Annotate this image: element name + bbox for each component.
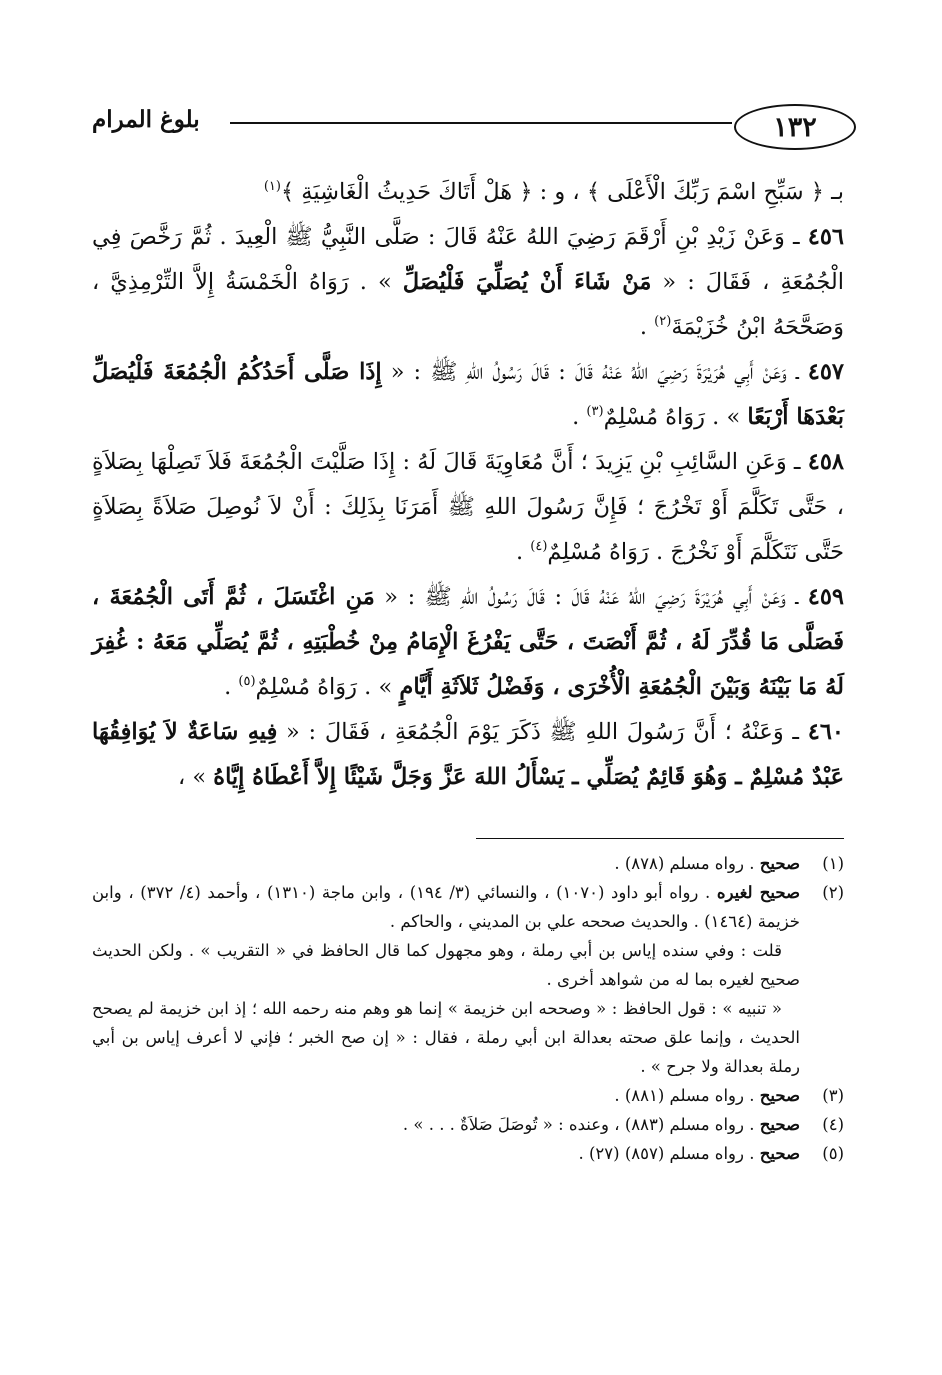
prophetic-quote: مَنْ شَاءَ أَنْ يُصَلِّيَ فَلْيُصَلِّ — [402, 269, 652, 295]
intro-text: بـ ﴿ سَبِّحِ اسْمَ رَبِّكَ الْأَعْلَى ﴾ ، و : ﴿ هَلْ أَتَاكَ حَدِيثُ الْغَاشِيَةِ ﴾ — [280, 179, 844, 205]
footnote-number: (١) — [822, 854, 844, 873]
hadith-number: ٤٥٩ — [807, 584, 844, 610]
hadith-text: ـ وَعَنْ أَبِي هُرَيْرَةَ رَضِيَ اللهُ عَنْهُ قَالَ : قَالَ رَسُولُ اللهِ ﷺ : « — [374, 584, 799, 610]
hadith-text: » . رَوَاهُ مُسْلِمٌ — [603, 404, 748, 430]
footnote-body: . رواه مسلم (٨٨٣) ، وعنده : « تُوصَلَ صَلاَةٌ . . . » . — [402, 1115, 760, 1134]
hadith-grade: صحيح لغيره — [716, 883, 800, 902]
hadith-grade: صحيح — [759, 1086, 800, 1105]
header-rule — [230, 122, 732, 124]
hadith-text: » . رَوَاهُ الْخَمْسَةُ إِلاَّ التِّرْمِذِيَّ ، وَصَحَّحَهُ ابْنُ خُزَيْمَةَ — [92, 269, 844, 340]
footnote-number: (٤) — [822, 1115, 844, 1134]
hadith-456 — [92, 215, 844, 350]
footnote-ref: (٣) — [586, 404, 604, 419]
footnote-text — [92, 849, 800, 878]
footnote-2-note: « تنبيه » : قول الحافظ : « وصححه ابن خزيمة » إنما هو وهم منه رحمه الله ؛ إذ ابن خزيمة لم يصحح الحديث ، وإنما علق صحته بعدالة ابن أبي رملة ، فقال : « إن صح الخبر ؛ فإني لا أعرف إياس بن أبي رملة بعدالة ولا جرح » . — [92, 999, 800, 1076]
footnote-body: . رواه مسلم (٨٥٧) (٢٧) . — [578, 1144, 760, 1163]
hadith-text: . — [224, 674, 239, 700]
footnote-2-comment: قلت : وفي سنده إياس بن أبي رملة ، وهو مجهول كما قال الحافظ في « التقريب » . ولكن الحديث صحيح لغيره بما له من شواهد أخرى . — [92, 941, 800, 989]
hadith-number: ٤٥٦ — [807, 224, 845, 250]
hadith-458 — [92, 440, 844, 575]
hadith-grade: صحيح — [759, 1115, 800, 1134]
hadith-number: ٤٥٨ — [807, 449, 844, 475]
prophetic-quote: مَنِ اغْتَسَلَ ، ثُمَّ أَتَى الْجُمُعَةَ ، فَصَلَّى مَا قُدِّرَ لَهُ ، ثُمَّ أَنْصَتَ ، حَتَّى يَفْرُغَ الْإِمَامُ مِنْ خُطْبَتِهِ ، ثُمَّ يُصَلِّي مَعَهُ : غُفِرَ لَهُ مَا بَيْنَهُ وَبَيْنَ الْجُمُعَةِ الْأُخْرَى ، وَفَضْلُ ثَلاَثَةِ أَيَّامٍ — [92, 584, 844, 700]
footnote-number: (٥) — [822, 1144, 844, 1163]
hadith-text: . — [515, 539, 531, 565]
prophetic-quote: فِيهِ سَاعَةٌ لاَ يُوَافِقُهَا عَبْدٌ مُسْلِمٌ ـ وَهُوَ قَائِمٌ يُصَلِّي ـ يَسْأَلُ اللهَ عَزَّ وَجَلَّ شَيْئًا إِلاَّ أَعْطَاهُ إِيَّاهُ — [92, 719, 844, 790]
hadith-text: ـ وَعَنْ أَبِي هُرَيْرَةَ رَضِيَ اللهُ عَنْهُ قَالَ : قَالَ رَسُولُ اللهِ ﷺ : « — [381, 359, 799, 385]
footnote-body: . رواه مسلم (٨٧٨) . — [614, 854, 760, 873]
hadith-460 — [92, 710, 844, 800]
footnote-1 — [92, 849, 844, 878]
main-text — [92, 170, 844, 800]
hadith-text: ـ وَعَنْ زَيْدِ بْنِ أَرْقَمَ رَضِيَ اللهُ عَنْهُ قَالَ : صَلَّى النَّبِيُّ ﷺ الْعِيدَ . ثُمَّ رَخَّصَ فِي الْجُمُعَةِ ، فَقَالَ : « — [92, 224, 845, 295]
footnote-ref: (٥) — [238, 674, 256, 689]
prophetic-quote: إِذَا صَلَّى أَحَدُكُمُ الْجُمُعَةَ فَلْيُصَلِّ بَعْدَهَا أَرْبَعًا — [92, 359, 844, 430]
hadith-number: ٤٦٠ — [807, 719, 844, 745]
hadith-text: ـ وَعَنْهُ ؛ أَنَّ رَسُولَ اللهِ ﷺ ذَكَرَ يَوْمَ الْجُمُعَةِ ، فَقَالَ : « — [277, 719, 800, 745]
footnote-text — [92, 1110, 800, 1139]
footnote-body: . رواه مسلم (٨٨١) . — [614, 1086, 760, 1105]
page-header — [92, 88, 844, 148]
page-number: ١٣٢ — [734, 104, 856, 150]
hadith-text: ـ وَعَنِ السَّائِبِ بْنِ يَزِيدَ ؛ أَنَّ مُعَاوِيَةَ قَالَ لَهُ : إِذَا صَلَّيْتَ الْجُمُعَةَ فَلاَ تَصِلْهَا بِصَلاَةٍ ، حَتَّى تَكَلَّمَ أَوْ تَخْرُجَ ؛ فَإِنَّ رَسُولَ اللهِ ﷺ أَمَرَنَا بِذَلِكَ : أَنْ لاَ نُوصِلَ صَلاَةً بِصَلاَةٍ حَتَّى نَتَكَلَّمَ أَوْ نَخْرُجَ . رَوَاهُ مُسْلِمٌ — [92, 449, 844, 565]
hadith-text: » . رَوَاهُ مُسْلِمٌ — [255, 674, 400, 700]
footnote-ref: (١) — [263, 179, 281, 194]
footnote-ref: (٢) — [654, 314, 672, 329]
book-title: بلوغ المرام — [92, 106, 200, 133]
hadith-text: . — [639, 314, 655, 340]
hadith-grade: صحيح — [759, 1144, 800, 1163]
hadith-457 — [92, 350, 844, 440]
footnote-number: (٣) — [822, 1086, 844, 1105]
footnote-text — [92, 1139, 800, 1168]
hadith-text: » ، — [177, 764, 214, 790]
hadith-459 — [92, 575, 844, 710]
book-page — [92, 88, 844, 1168]
hadith-grade: صحيح — [759, 854, 800, 873]
intro-line — [92, 170, 844, 215]
footnote-ref: (٤) — [530, 539, 548, 554]
footnote-4 — [92, 1110, 844, 1139]
footnotes — [92, 849, 844, 1168]
footnote-text — [92, 878, 800, 936]
footnote-5 — [92, 1139, 844, 1168]
hadith-text: . — [572, 404, 587, 430]
footnote-body: . رواه أبو داود (١٠٧٠) ، والنسائي (٣/ ١٩٤) ، وابن ماجة (١٣١٠) ، وأحمد (٤/ ٣٧٢) ، وابن خزيمة (١٤٦٤) . والحديث صححه علي بن المديني ، والحاكم . — [92, 883, 800, 931]
hadith-number: ٤٥٧ — [807, 359, 844, 385]
footnote-3 — [92, 1081, 844, 1110]
footnote-number: (٢) — [822, 883, 844, 902]
footnote-2 — [92, 878, 844, 936]
footnote-separator — [476, 838, 844, 839]
footnote-text — [92, 1081, 800, 1110]
